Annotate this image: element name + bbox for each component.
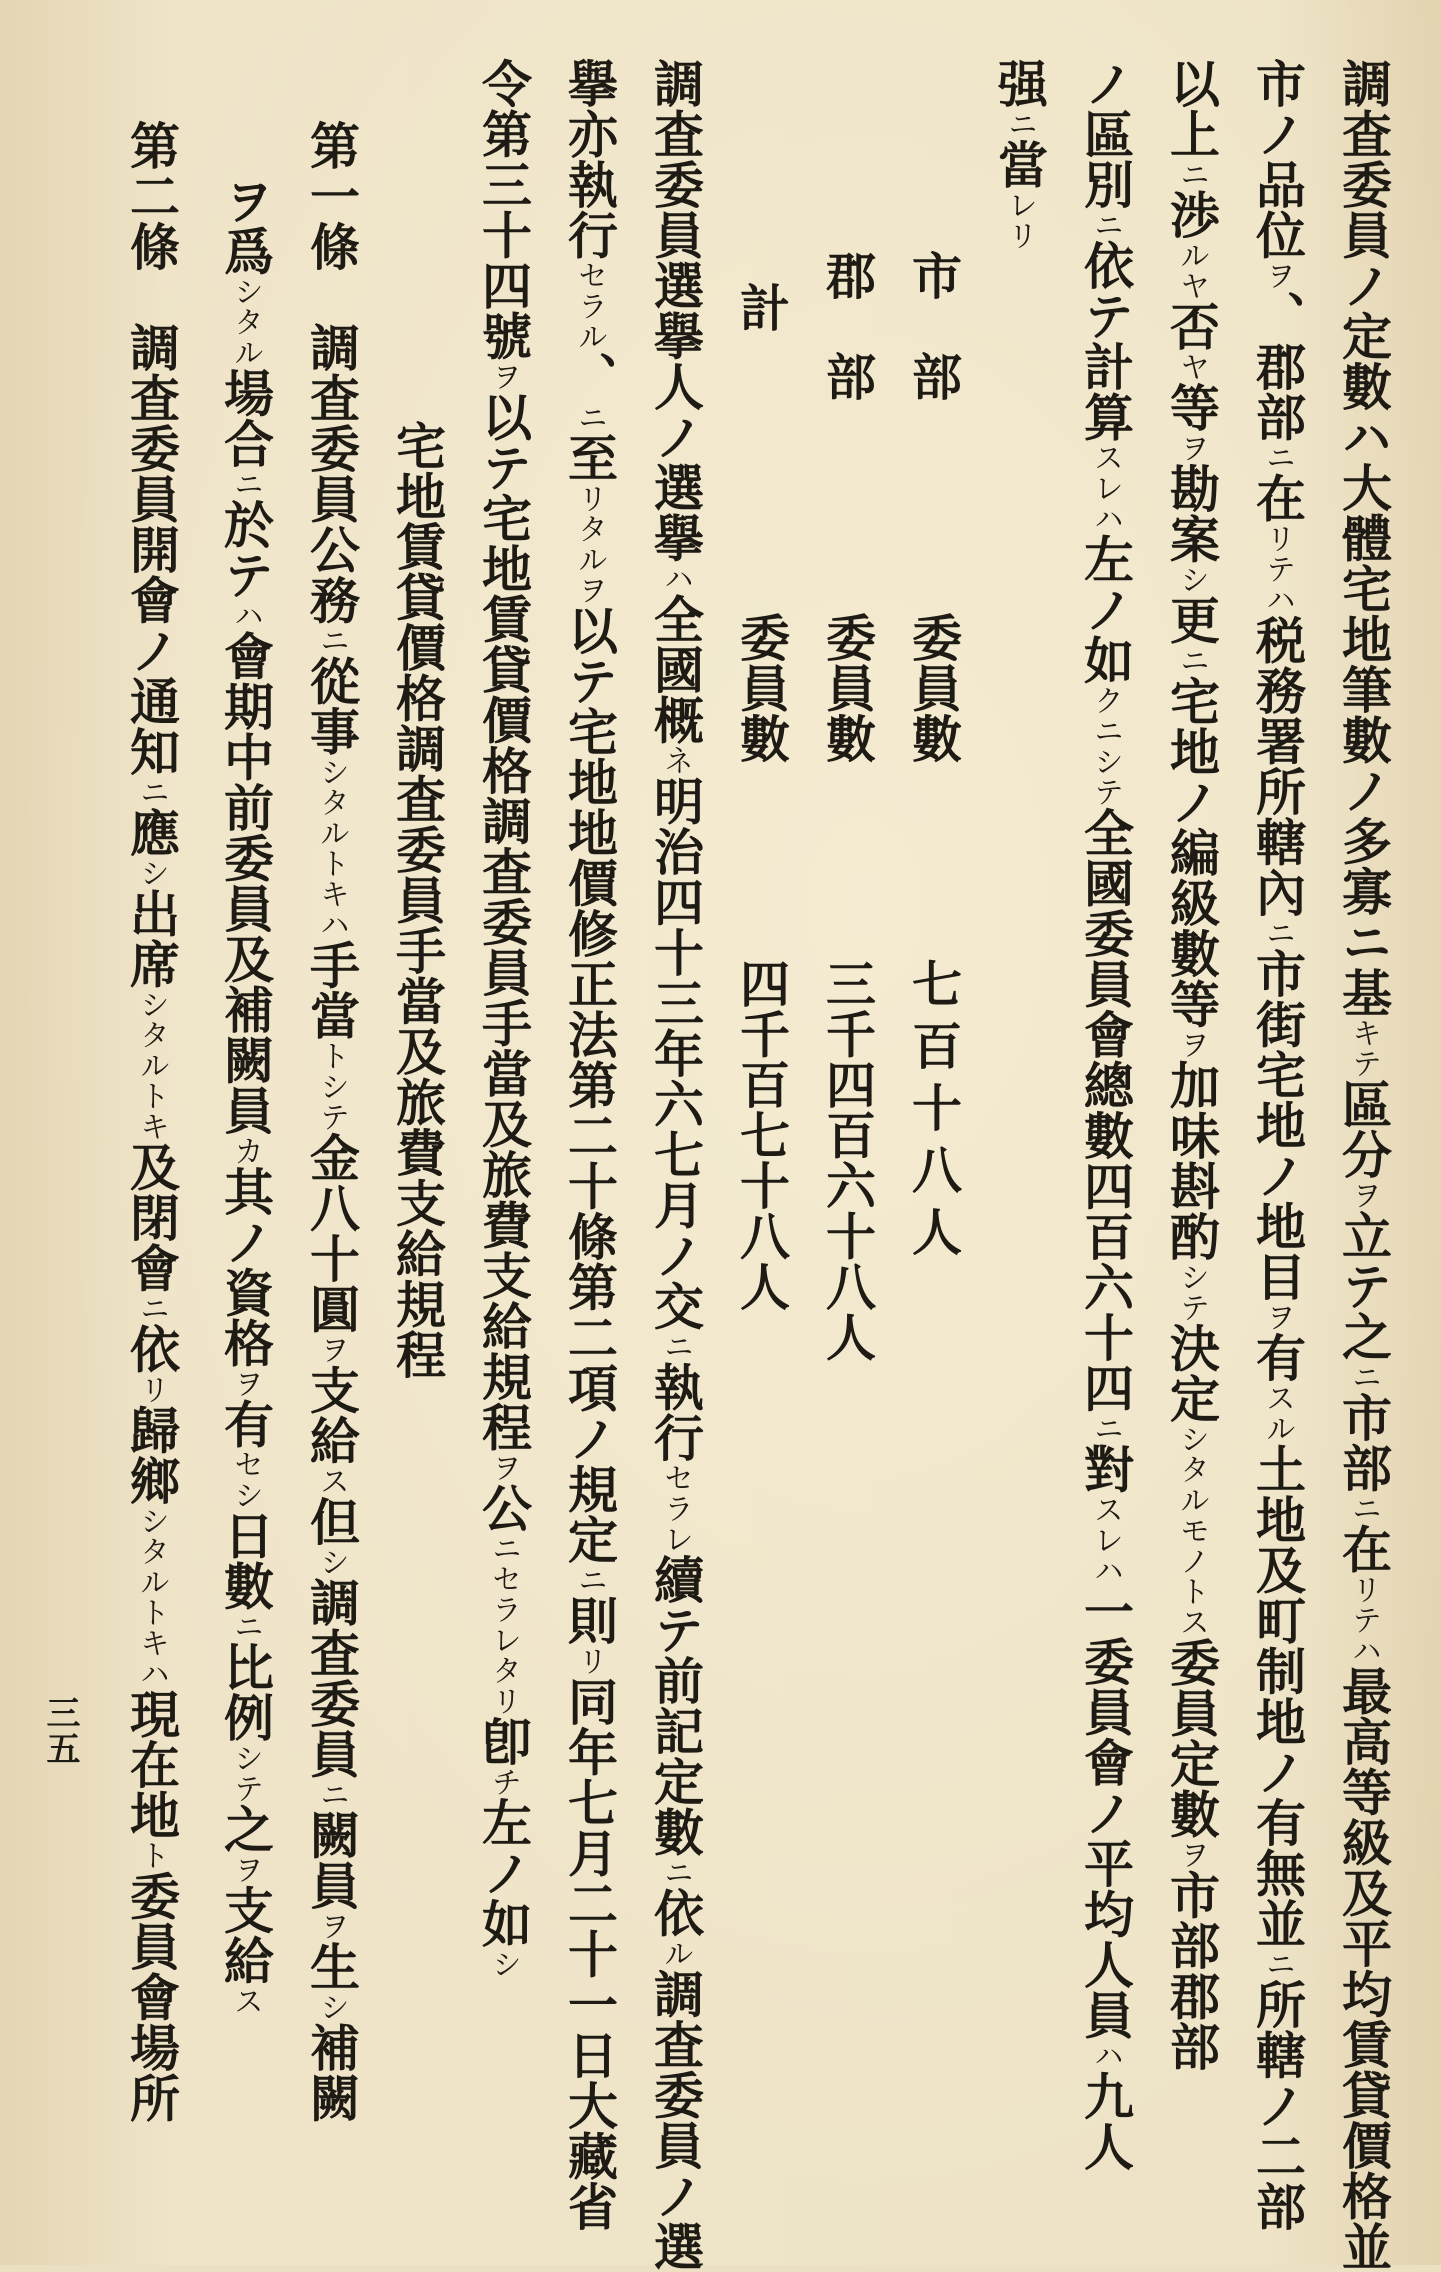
kana-segment: リ: [572, 1645, 607, 1676]
table-unit: 委員數: [904, 612, 963, 764]
text-segment: 之: [216, 1803, 275, 1854]
text-column-3: [1162, 58, 1221, 2072]
text-segment: 一委員會ノ平均人員: [1076, 1585, 1135, 2040]
kana-segment: ル: [658, 1938, 693, 1969]
text-segment: 以テ宅地地價修正法第二十條第二項ノ規定: [560, 605, 619, 1565]
kana-segment: ニ: [314, 625, 349, 656]
text-segment: 從事: [302, 655, 361, 757]
table-unit-city: [904, 612, 963, 764]
table-value: 三千四百六十八人: [818, 958, 877, 1362]
kana-segment: ニ: [572, 402, 607, 433]
text-column-2: [1248, 58, 1307, 2232]
text-segment: 、: [560, 351, 619, 402]
text-segment: 税務署所轄內: [1248, 614, 1307, 918]
text-segment: 決定: [1162, 1322, 1221, 1424]
kana-segment: ニ: [228, 468, 263, 499]
text-segment: 依テ計算: [1076, 240, 1135, 442]
kana-segment: ヲ: [1174, 1029, 1209, 1060]
table-label: 郡 部: [818, 250, 877, 402]
text-segment: 闕員: [302, 1809, 361, 1911]
text-column-5: [990, 58, 1049, 251]
kana-segment: ニ: [228, 1611, 263, 1642]
text-segment: 第二條 調査委員開會ノ通知: [122, 120, 181, 777]
text-segment: 市部: [1334, 1392, 1393, 1493]
kana-segment: ニ: [1260, 1948, 1295, 1979]
text-segment: 宅地ノ編級數等: [1162, 675, 1221, 1029]
kana-segment: ヲ: [314, 1334, 349, 1365]
kana-segment: リテハ: [1346, 1574, 1381, 1666]
kana-segment: ヲ: [1174, 1839, 1209, 1870]
kana-segment: シ: [314, 1991, 349, 2022]
kana-segment: カ: [228, 1135, 263, 1166]
text-column-article-2: [122, 120, 181, 2123]
text-segment: 執行: [646, 1361, 705, 1463]
kana-segment: ルヤ: [1174, 240, 1209, 301]
text-column-7: [560, 58, 619, 2232]
kana-segment: シタルトキハ: [314, 756, 349, 940]
kana-segment: ニ: [658, 1857, 693, 1888]
text-segment: 有: [1248, 1332, 1307, 1383]
text-segment: 以テ宅地賃貸價格調査委員手當及旅費支給規程: [474, 391, 533, 1452]
text-segment: 場合: [216, 367, 275, 469]
text-segment: 土地及町制地ノ有無並: [1248, 1443, 1307, 1949]
kana-segment: シ: [134, 857, 169, 888]
text-segment: 九人: [1076, 2070, 1135, 2172]
text-segment: 日數: [216, 1510, 275, 1611]
text-segment: 委員會場所: [122, 1870, 181, 2123]
kana-segment: ヲ: [228, 1854, 263, 1885]
text-segment: 第一條 調査委員公務: [302, 120, 361, 625]
text-segment: 立テ之: [1334, 1210, 1393, 1362]
kana-segment: ニ: [1174, 645, 1209, 676]
kana-segment: ニ: [1174, 159, 1209, 190]
table-row-county: [818, 250, 877, 402]
text-segment: 全國概: [646, 593, 705, 745]
text-segment: 當: [990, 139, 1049, 190]
text-segment: 否: [1162, 301, 1221, 352]
text-segment: 左ノ如: [1076, 533, 1135, 685]
text-segment: 應: [122, 807, 181, 858]
table-unit-county: [818, 612, 877, 764]
kana-segment: ヲ: [228, 1368, 263, 1399]
text-segment: 及閉會: [122, 1141, 181, 1293]
text-segment: 出席: [122, 888, 181, 989]
kana-segment: ネ: [658, 745, 693, 776]
text-segment: 在: [1248, 472, 1307, 523]
text-segment: 令第三十四號: [474, 58, 533, 361]
kana-segment: セラレ: [658, 1462, 693, 1554]
text-segment: 區分: [1334, 1078, 1393, 1180]
text-segment: 於テ: [216, 499, 275, 600]
text-segment: 、郡部: [1248, 290, 1307, 442]
text-column-8: [474, 58, 533, 1979]
table-label: 市 部: [904, 250, 963, 402]
text-segment: ノ區別: [1076, 58, 1135, 210]
table-unit-total: [732, 612, 791, 764]
text-segment: 調査委員ノ選: [646, 1968, 705, 2272]
table-label: 計: [732, 282, 791, 333]
kana-segment: シタルモノトス: [1174, 1423, 1209, 1637]
table-value: 七百十八: [904, 958, 963, 1206]
kana-segment: リテハ: [1260, 523, 1295, 615]
kana-segment: ニ: [1260, 917, 1295, 948]
table-row-total: [732, 282, 791, 333]
text-segment: 强: [990, 58, 1049, 109]
text-segment: 在: [1334, 1523, 1393, 1574]
text-segment: 明治四十三年六七月ノ交: [646, 775, 705, 1331]
kana-segment: シタルトキハ: [134, 1505, 169, 1689]
table-value-county: [818, 958, 877, 1362]
text-segment: 其ノ資格: [216, 1166, 275, 1368]
kana-segment: ハ: [228, 600, 263, 631]
kana-segment: ニ: [1260, 442, 1295, 473]
table-value-suffix: 人: [904, 1206, 963, 1268]
table-value-total: [732, 958, 791, 1312]
kana-segment: スレハ: [1088, 1494, 1123, 1586]
text-segment: 比例: [216, 1641, 275, 1743]
text-segment: 左ノ如: [474, 1797, 533, 1949]
kana-segment: ニ: [1002, 108, 1037, 139]
kana-segment: ヲ: [314, 1910, 349, 1941]
kana-segment: セラル: [572, 260, 607, 352]
kana-segment: リタルヲ: [572, 483, 607, 605]
text-column-11: [216, 175, 275, 2016]
kana-segment: シ: [486, 1948, 521, 1979]
text-segment: 公: [474, 1482, 533, 1533]
text-segment: 但: [302, 1496, 361, 1547]
table-unit: 委員數: [818, 612, 877, 764]
kana-segment: ス: [228, 1985, 263, 2016]
text-segment: 依: [646, 1887, 705, 1938]
text-segment: 有: [216, 1398, 275, 1449]
kana-segment: シタルトキ: [134, 989, 169, 1142]
page-number: 三五: [40, 1695, 80, 1767]
kana-segment: レリ: [1002, 189, 1037, 251]
text-segment: 調査委員: [302, 1577, 361, 1779]
regulation-title: [388, 420, 447, 1380]
text-segment: 市部郡部: [1162, 1869, 1221, 2072]
text-segment: 手當: [302, 939, 361, 1041]
kana-segment: クニシテ: [1088, 685, 1123, 807]
kana-segment: ニ: [134, 1293, 169, 1324]
text-segment: 調査委員ノ定數ハ大體宅地筆數ノ多寡ニ基: [1334, 58, 1393, 1018]
text-segment: 歸鄉: [122, 1404, 181, 1506]
text-segment: 勘案: [1162, 463, 1221, 564]
kana-segment: ニ: [658, 1331, 693, 1362]
text-segment: 最高等級及平均賃貸價格並: [1334, 1665, 1393, 2272]
text-segment: 所轄ノ二部: [1248, 1979, 1307, 2232]
text-segment: 金八十圓: [302, 1132, 361, 1334]
kana-segment: シ: [314, 1546, 349, 1577]
text-column-6: [646, 58, 705, 2272]
table-value-city: [904, 958, 963, 1268]
kana-segment: ト: [134, 1840, 169, 1871]
kana-segment: キテ: [1346, 1017, 1381, 1079]
text-segment: 生: [302, 1941, 361, 1992]
kana-segment: スル: [1260, 1382, 1295, 1444]
text-segment: 現在地: [122, 1688, 181, 1840]
text-segment: 委員定數: [1162, 1637, 1221, 1839]
kana-segment: ニ: [1346, 1493, 1381, 1524]
kana-segment: シタル: [228, 276, 263, 368]
kana-segment: ヲ: [486, 1452, 521, 1483]
text-segment: 依: [122, 1323, 181, 1374]
text-segment: 更: [1162, 594, 1221, 645]
text-segment: 則: [560, 1595, 619, 1646]
text-segment: 市街宅地ノ地目: [1248, 948, 1307, 1302]
kana-segment: ニ: [1346, 1361, 1381, 1392]
kana-segment: ス: [314, 1465, 349, 1496]
kana-segment: トシテ: [314, 1040, 349, 1132]
kana-segment: シテ: [1174, 1261, 1209, 1323]
kana-segment: ヲ: [1260, 1301, 1295, 1332]
text-segment: ヲ爲: [216, 175, 275, 276]
text-segment: 會期中前委員及補闕員: [216, 630, 275, 1136]
text-segment: 支給: [302, 1364, 361, 1466]
text-segment: 全國委員會總數四百六十四: [1076, 807, 1135, 1413]
text-column-article-1: [302, 120, 361, 2123]
kana-segment: ニセラレタリ: [486, 1533, 521, 1716]
kana-segment: シ: [1174, 564, 1209, 595]
text-segment: 補闕: [302, 2022, 361, 2123]
regulation-title-text: 宅地賃貸價格調査委員手當及旅費支給規程: [388, 420, 447, 1380]
kana-segment: リ: [134, 1374, 169, 1405]
text-segment: 加味斟酌: [1162, 1059, 1221, 1262]
text-segment: 卽: [474, 1716, 533, 1767]
kana-segment: スレハ: [1088, 442, 1123, 534]
text-segment: 對: [1076, 1443, 1135, 1494]
kana-segment: シテ: [228, 1742, 263, 1804]
text-segment: 同年七月二十一日大藏省: [560, 1676, 619, 2232]
text-column-1: [1334, 58, 1393, 2272]
text-segment: 渉: [1162, 189, 1221, 240]
table-unit: 委員數: [732, 612, 791, 764]
kana-segment: ヲ: [1260, 260, 1295, 291]
text-segment: 等: [1162, 382, 1221, 433]
table-value: 四千百七十八人: [732, 958, 791, 1312]
text-column-4: [1076, 58, 1135, 2172]
kana-segment: ニ: [1088, 209, 1123, 240]
kana-segment: ヲ: [1174, 432, 1209, 463]
kana-segment: ハ: [658, 563, 693, 594]
text-segment: 調査委員選擧人ノ選擧: [646, 58, 705, 563]
kana-segment: チ: [486, 1766, 521, 1797]
kana-segment: セシ: [228, 1449, 263, 1510]
table-row-city: [904, 250, 963, 402]
kana-segment: ヤ: [1174, 351, 1209, 382]
kana-segment: ニ: [1088, 1413, 1123, 1444]
text-segment: 擧亦執行: [560, 58, 619, 260]
kana-segment: ヲ: [486, 361, 521, 392]
text-segment: 至: [560, 432, 619, 483]
text-segment: 以上: [1162, 58, 1221, 159]
kana-segment: ニ: [572, 1564, 607, 1595]
kana-segment: ヲ: [1346, 1179, 1381, 1210]
kana-segment: ハ: [1088, 2040, 1123, 2071]
text-segment: 續テ前記定數: [646, 1554, 705, 1857]
text-segment: 支給: [216, 1884, 275, 1986]
kana-segment: ニ: [314, 1779, 349, 1810]
kana-segment: ニ: [134, 776, 169, 807]
text-segment: 市ノ品位: [1248, 58, 1307, 260]
